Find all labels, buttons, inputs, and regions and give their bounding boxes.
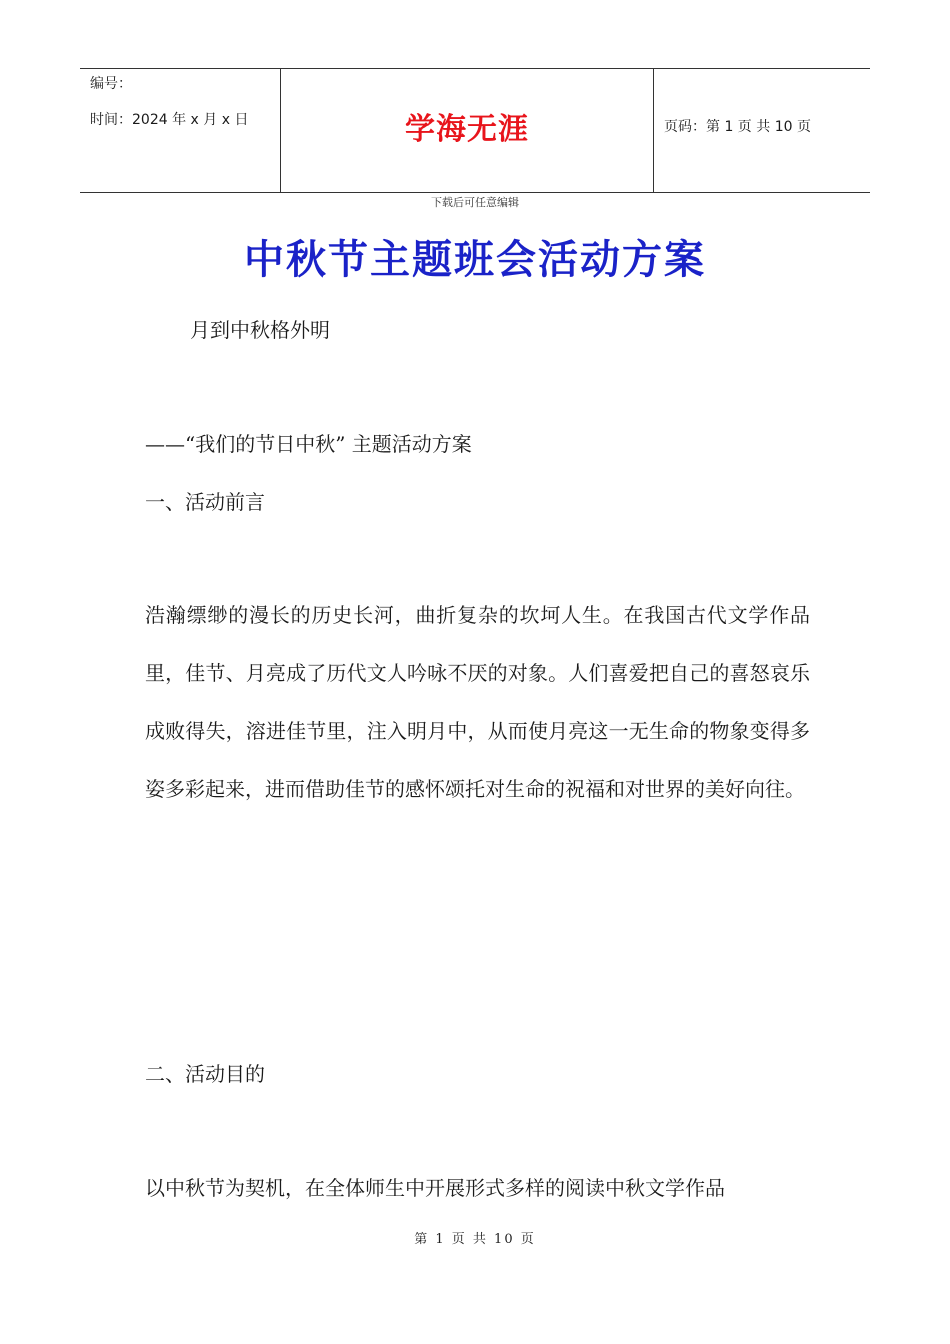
header-info-cell (80, 69, 281, 192)
section-1-body: 浩瀚缥缈的漫长的历史长河，曲折复杂的坎坷人生。在我国古代文学作品里，佳节、月亮成了历代文人吟咏不厌的对象。人们喜爱把自己的喜怒哀乐成败得失，溶进佳节里，注入明月中，从而使月亮这一无生命的物象变得多姿多彩起来，进而借助佳节的感怀颂托对生命的祝福和对世界的美好向往。 (145, 603, 810, 801)
download-note: 下载后可任意编辑 (431, 196, 519, 209)
time-label: 时间：2024 年 x 月 x 日 (90, 112, 249, 128)
subtitle: 月到中秋格外明 (190, 318, 330, 342)
section-2-body: 以中秋节为契机，在全体师生中开展形式多样的阅读中秋文学作品 (145, 1176, 725, 1200)
header-table (80, 68, 870, 193)
header-brand-cell (281, 69, 654, 192)
brand-title: 学海无涯 (405, 111, 529, 147)
theme-line: ——“我们的节日中秋” 主题活动方案 (145, 432, 472, 456)
serial-number-label: 编号： (90, 76, 132, 92)
document-title: 中秋节主题班会活动方案 (244, 236, 706, 283)
section-1-heading: 一、活动前言 (145, 490, 265, 514)
header-page-cell (654, 69, 870, 192)
page-footer: 第 1 页 共 10 页 (414, 1232, 536, 1247)
section-2-heading: 二、活动目的 (145, 1062, 265, 1086)
page-number-label: 页码：第 1 页 共 10 页 (664, 118, 811, 135)
